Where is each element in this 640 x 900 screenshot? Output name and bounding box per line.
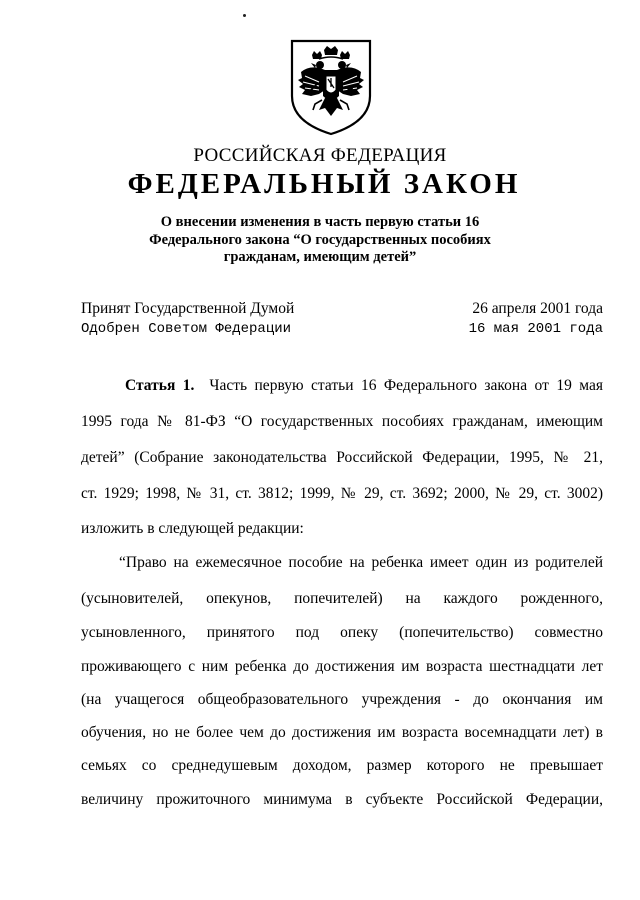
quote-text-line: семьях со среднедушевым доходом, размер которого не превышает (81, 757, 603, 774)
subject-line: Федерального закона “О государственных пособиях (149, 231, 491, 248)
scan-speck (243, 14, 246, 17)
quote-text-line: обучения, но не более чем до достижения им возраста восемнадцати лет) в (81, 724, 603, 741)
quote-text-line: (на учащегося общеобразовательного учреждения - до окончания им (81, 691, 603, 708)
article-text-line: 1995 года № 81-ФЗ “О государственных пособиях гражданам, имеющим (81, 413, 603, 430)
quote-text-line: величину прожиточного минимума в субъекте Российской Федерации, (81, 791, 603, 808)
council-approval-label: Одобрен Советом Федерации (81, 321, 292, 337)
quote-text-line: “Право на ежемесячное пособие на ребенка имеет один из родителей (119, 554, 603, 571)
document-type-title: ФЕДЕРАЛЬНЫЙ ЗАКОН (127, 168, 521, 200)
law-subject (0, 214, 640, 267)
duma-adoption-date: 26 апреля 2001 года (472, 300, 603, 317)
coat-of-arms-icon (289, 38, 373, 136)
article-first-line (125, 376, 603, 396)
council-approval-date: 16 мая 2001 года (468, 321, 603, 337)
article-text-line: изложить в следующей редакции: (81, 520, 304, 537)
country-name: РОССИЙСКАЯ ФЕДЕРАЦИЯ (193, 145, 447, 166)
article-text-line: детей” (Собрание законодательства Российской Федерации, 1995, № 21, (81, 449, 603, 466)
quote-text-line: (усыновителей, опекунов, попечителей) на каждого рожденного, (81, 590, 603, 607)
quote-text-line: проживающего с ним ребенка до достижения им возраста шестнадцати лет (81, 658, 603, 675)
duma-adoption-label: Принят Государственной Думой (81, 300, 295, 317)
article-number: Статья 1. (125, 377, 195, 394)
subject-line: гражданам, имеющим детей” (223, 249, 417, 265)
subject-line: О внесении изменения в часть первую статьи 16 (160, 214, 480, 230)
article-text-line: ст. 1929; 1998, № 31, ст. 3812; 1999, № 29, ст. 3692; 2000, № 29, ст. 3002) (81, 485, 603, 502)
quote-text-line: усыновленного, принятого под опеку (попечительство) совместно (81, 624, 603, 641)
article-text: Часть первую статьи 16 Федерального закона от 19 мая (209, 377, 604, 394)
